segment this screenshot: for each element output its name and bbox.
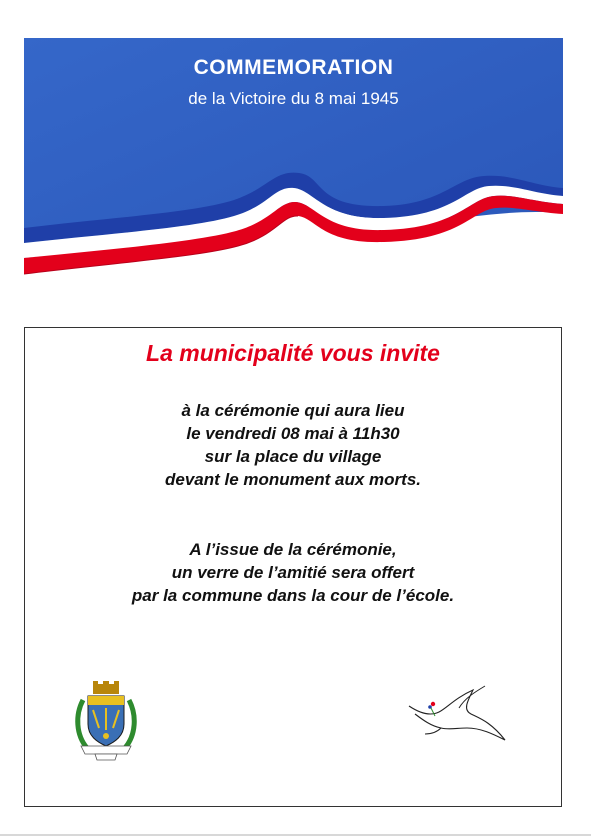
banner-subtitle: de la Victoire du 8 mai 1945 — [188, 89, 399, 108]
peace-dove-icon — [401, 684, 511, 748]
invitation-heading: La municipalité vous invite — [146, 340, 440, 366]
reception-line: par la commune dans la cour de l’école. — [131, 586, 455, 605]
banner-title: COMMEMORATION — [193, 56, 394, 79]
coat-of-arms-icon — [73, 680, 139, 762]
ceremony-details — [25, 399, 561, 491]
page-bottom-edge — [0, 834, 591, 836]
reception-line: un verre de l’amitié sera offert — [171, 563, 415, 582]
commemoration-banner — [24, 38, 563, 285]
reception-details — [25, 538, 561, 607]
ceremony-line: devant le monument aux morts. — [165, 470, 421, 489]
reception-line: A l’issue de la cérémonie, — [189, 540, 397, 559]
ceremony-line: sur la place du village — [204, 447, 382, 466]
invitation-card — [24, 327, 562, 807]
ceremony-line: à la cérémonie qui aura lieu — [181, 401, 405, 420]
ceremony-line: le vendredi 08 mai à 11h30 — [186, 424, 400, 443]
